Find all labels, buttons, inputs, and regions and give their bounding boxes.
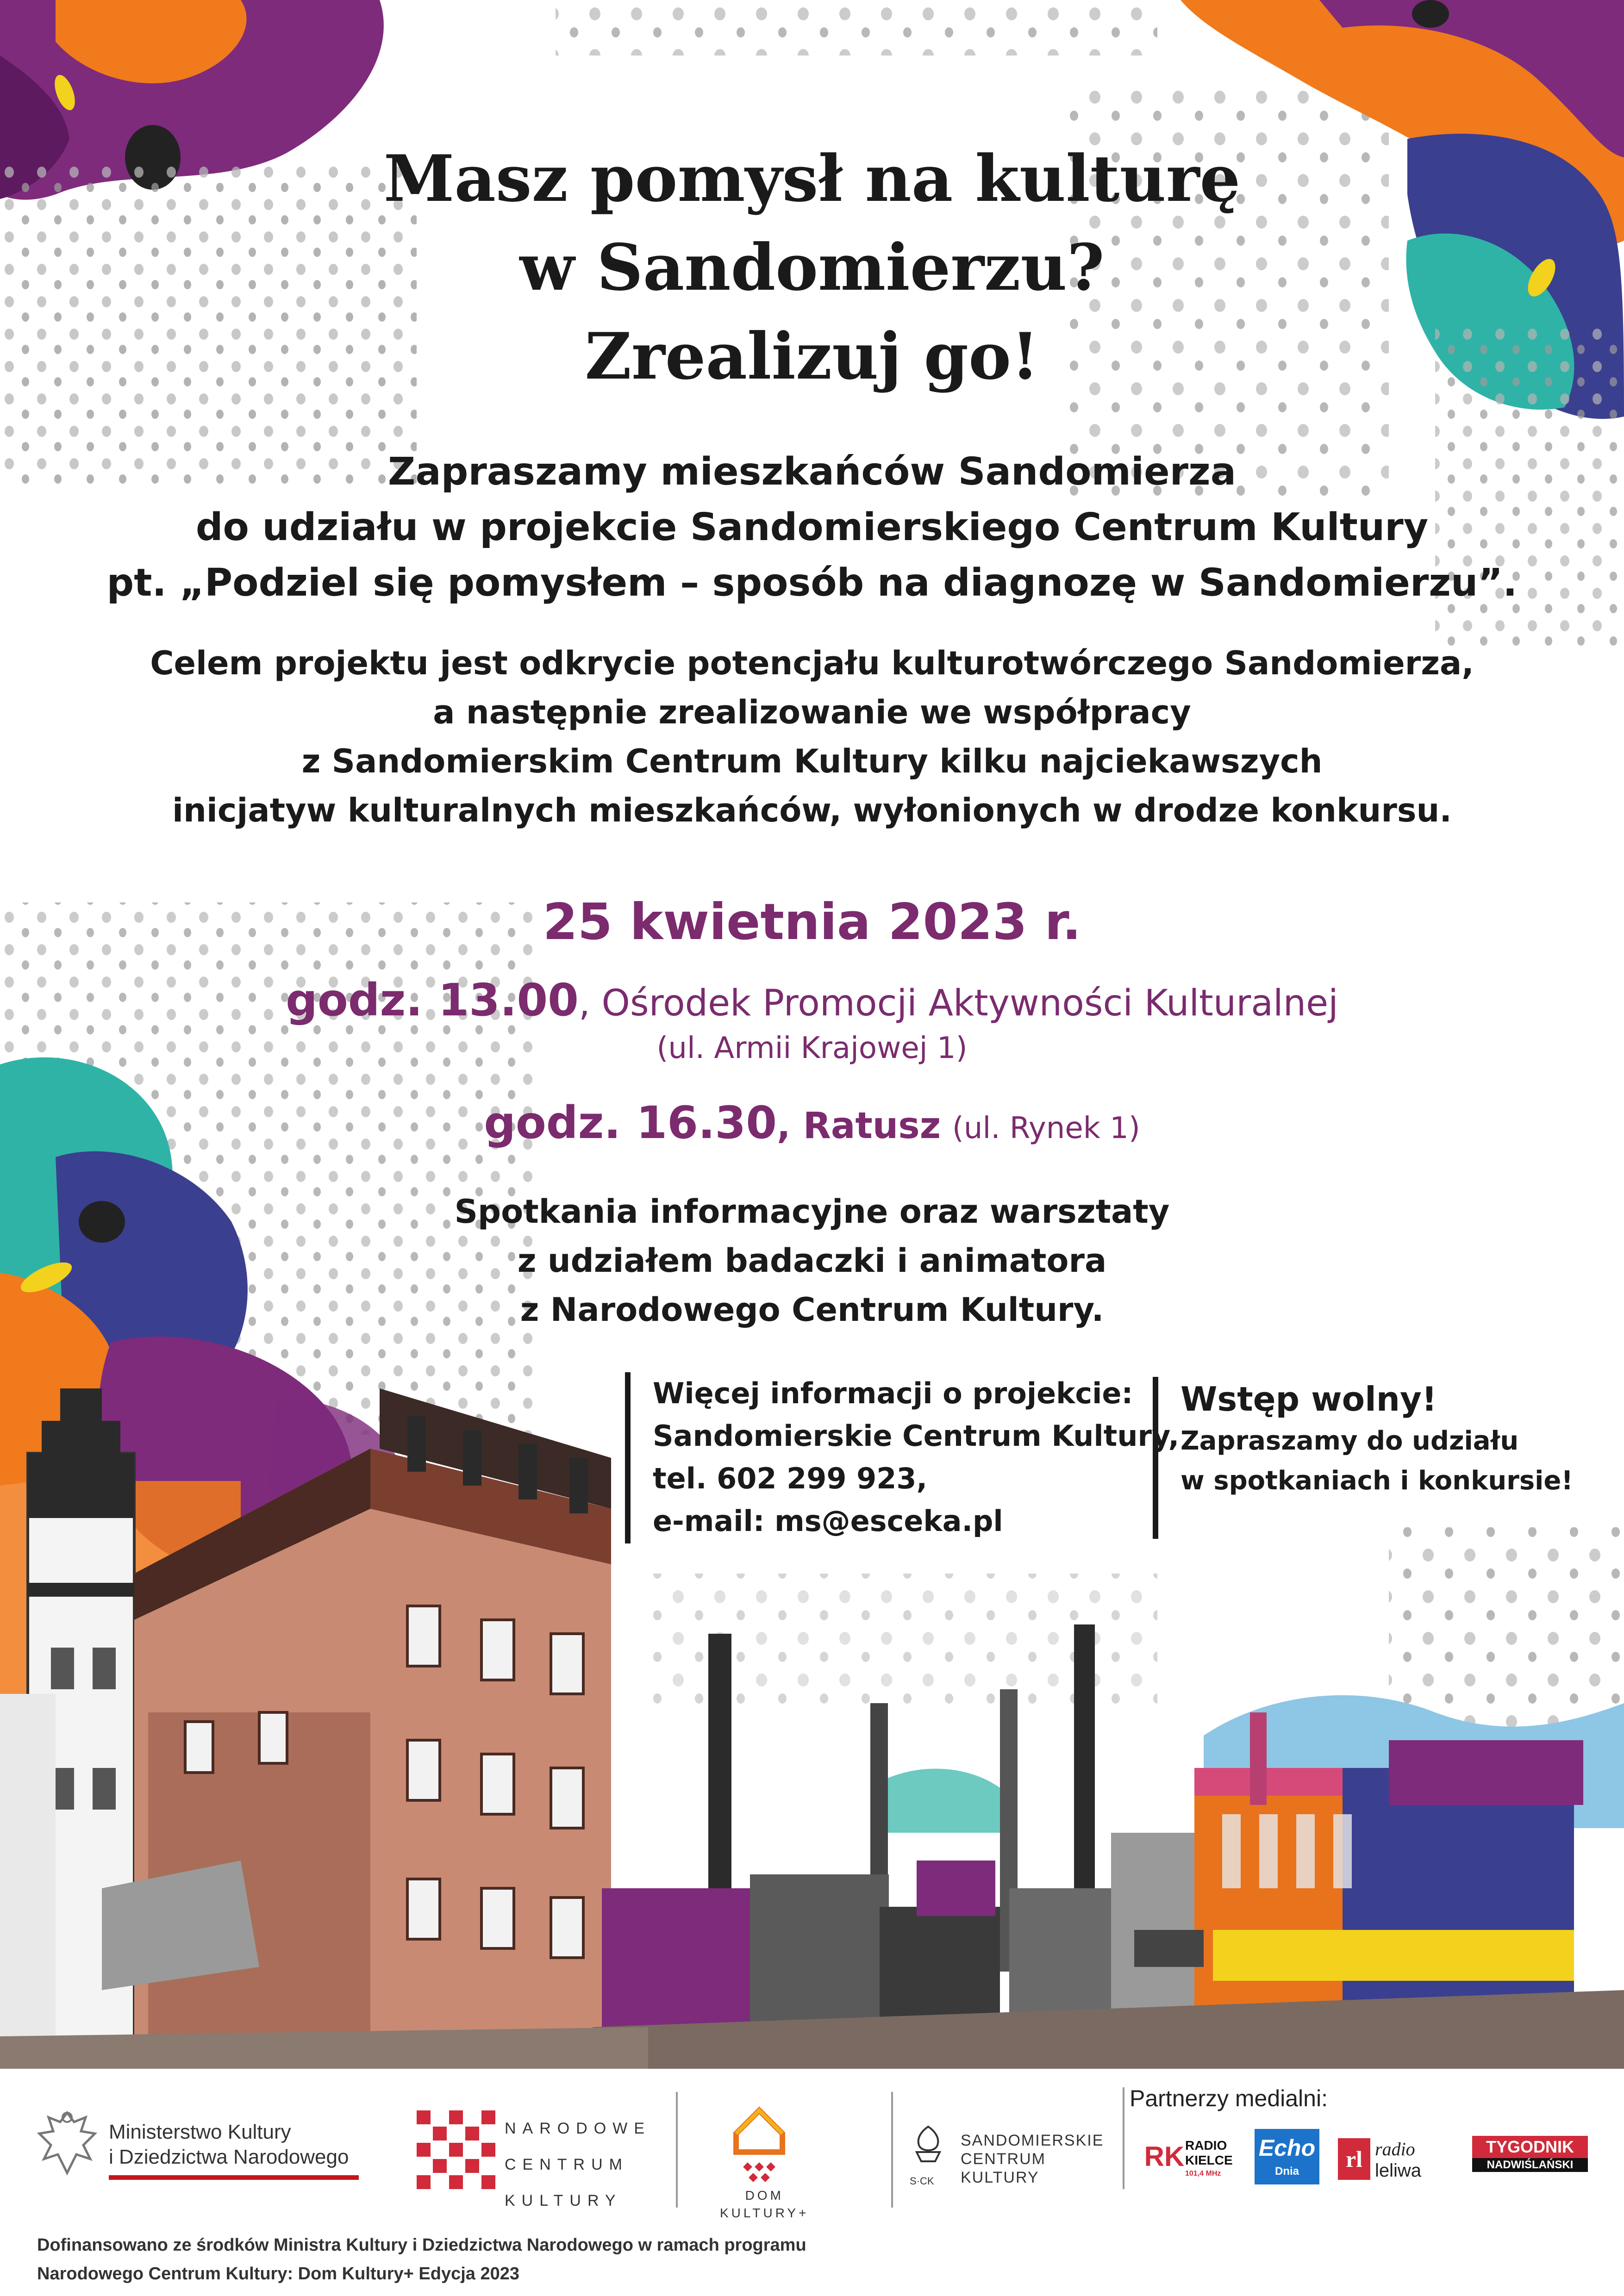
rk-name: RADIO KIELCE — [1185, 2138, 1233, 2167]
intro-line: Zapraszamy mieszkańców Sandomierza — [387, 450, 1237, 494]
ministry-line: Ministerstwo Kultury — [109, 2121, 291, 2143]
contact-phone: tel. 602 299 923, — [653, 1462, 928, 1495]
free-entry-line: w spotkaniach i konkursie! — [1181, 1466, 1573, 1496]
meetings-line: Spotkania informacyjne oraz warsztaty — [454, 1193, 1170, 1231]
dk-logo-text — [720, 2187, 809, 2222]
divider — [891, 2092, 893, 2208]
schedule-place: , Ratusz — [777, 1105, 941, 1147]
meetings-paragraph — [0, 1187, 1624, 1334]
nck-line: KULTURY — [505, 2192, 622, 2209]
contact-info-box — [625, 1372, 1179, 1543]
house-icon — [731, 2101, 787, 2184]
tygodnik-sub: NADWIŚLAŃSKI — [1472, 2158, 1588, 2172]
intro-line: pt. „Podziel się pomysłem – sposób na diagnozę w Sandomierzu”. — [106, 561, 1518, 605]
echo-name: Echo — [1258, 2135, 1316, 2161]
ministry-line: i Dziedzictwa Narodowego — [109, 2146, 349, 2168]
meetings-line: z udziałem badaczki i animatora — [517, 1242, 1107, 1280]
sck-logo-text — [961, 2131, 1104, 2187]
schedule-time: godz. 16.30 — [484, 1097, 777, 1149]
funding-line: Dofinansowano ze środków Ministra Kultury i Dziedzictwa Narodowego w ramach programu — [37, 2235, 806, 2255]
divider — [676, 2092, 678, 2208]
goal-line: a następnie zrealizowanie we współpracy — [433, 693, 1191, 731]
leliwa-mark: rl — [1338, 2138, 1370, 2180]
dk-line: KULTURY+ — [720, 2206, 809, 2220]
echo-dnia-logo — [1255, 2129, 1319, 2184]
rk-frequency: 101,4 MHz — [1185, 2170, 1221, 2178]
sck-line: SANDOMIERSKIE — [961, 2132, 1104, 2149]
nck-line: CENTRUM — [505, 2156, 629, 2173]
leliwa-name: leliwa — [1375, 2160, 1422, 2181]
tygodnik-logo — [1472, 2136, 1588, 2173]
event-date: 25 kwietnia 2023 r. — [543, 893, 1081, 951]
schedule-item-second — [0, 1097, 1624, 1149]
radio-leliwa-logo — [1338, 2134, 1430, 2184]
intro-paragraph — [0, 444, 1624, 611]
schedule-place: , Ośrodek Promocji Aktywności Kulturalnej — [578, 983, 1338, 1024]
nck-logo-text — [505, 2110, 651, 2219]
meetings-line: z Narodowego Centrum Kultury. — [520, 1291, 1104, 1329]
schedule-address: (ul. Rynek 1) — [952, 1111, 1140, 1145]
tygodnik-name: TYGODNIK — [1472, 2136, 1588, 2158]
goal-line: z Sandomierskim Centrum Kultury kilku najciekawszych — [301, 742, 1323, 780]
goal-line: inicjatyw kulturalnych mieszkańców, wyłonionych w drodze konkursu. — [172, 791, 1452, 829]
free-entry-headline: Wstęp wolny! — [1181, 1380, 1437, 1419]
divider — [1123, 2087, 1124, 2189]
free-entry-box — [1153, 1377, 1573, 1539]
contact-email: e-mail: ms@esceka.pl — [653, 1504, 1003, 1538]
sck-line: KULTURY — [961, 2169, 1039, 2186]
dk-line: DOM — [745, 2188, 784, 2203]
ministry-red-bar — [109, 2175, 359, 2180]
title-line: Masz pomysł na kulturę — [383, 141, 1241, 216]
contact-line: Więcej informacji o projekcie: — [653, 1376, 1133, 1410]
sck-line: CENTRUM — [961, 2150, 1046, 2168]
nck-logo-icon — [417, 2110, 495, 2189]
echo-sub: Dnia — [1274, 2165, 1299, 2178]
intro-line: do udziału w projekcie Sandomierskiego Centrum Kultury — [195, 505, 1429, 549]
leliwa-radio: radio — [1375, 2139, 1415, 2159]
polish-eagle-icon — [35, 2108, 100, 2178]
schedule-time: godz. 13.00 — [286, 974, 579, 1026]
title-line: Zrealizuj go! — [585, 318, 1039, 394]
goal-paragraph — [0, 639, 1624, 835]
rk-mark: RK — [1144, 2141, 1185, 2172]
schedule-address: (ul. Armii Krajowej 1) — [656, 1031, 968, 1065]
contact-line: Sandomierskie Centrum Kultury, — [653, 1419, 1180, 1453]
sck-abbr: S·CK — [910, 2175, 934, 2187]
radio-kielce-logo — [1143, 2134, 1245, 2184]
schedule-item-first — [0, 974, 1624, 1026]
sck-emblem-icon — [907, 2124, 949, 2175]
free-entry-line: Zapraszamy do udziału — [1181, 1426, 1519, 1456]
funding-line: Narodowego Centrum Kultury: Dom Kultury+ Edycja 2023 — [37, 2264, 520, 2284]
media-partners-label: Partnerzy medialni: — [1130, 2085, 1328, 2111]
ministry-logo-text — [109, 2120, 349, 2170]
title-line: w Sandomierzu? — [519, 230, 1105, 305]
page-title — [0, 134, 1624, 401]
funding-note — [37, 2231, 806, 2288]
goal-line: Celem projektu jest odkrycie potencjału kulturotwórczego Sandomierza, — [150, 644, 1474, 682]
nck-line: NARODOWE — [505, 2120, 651, 2137]
